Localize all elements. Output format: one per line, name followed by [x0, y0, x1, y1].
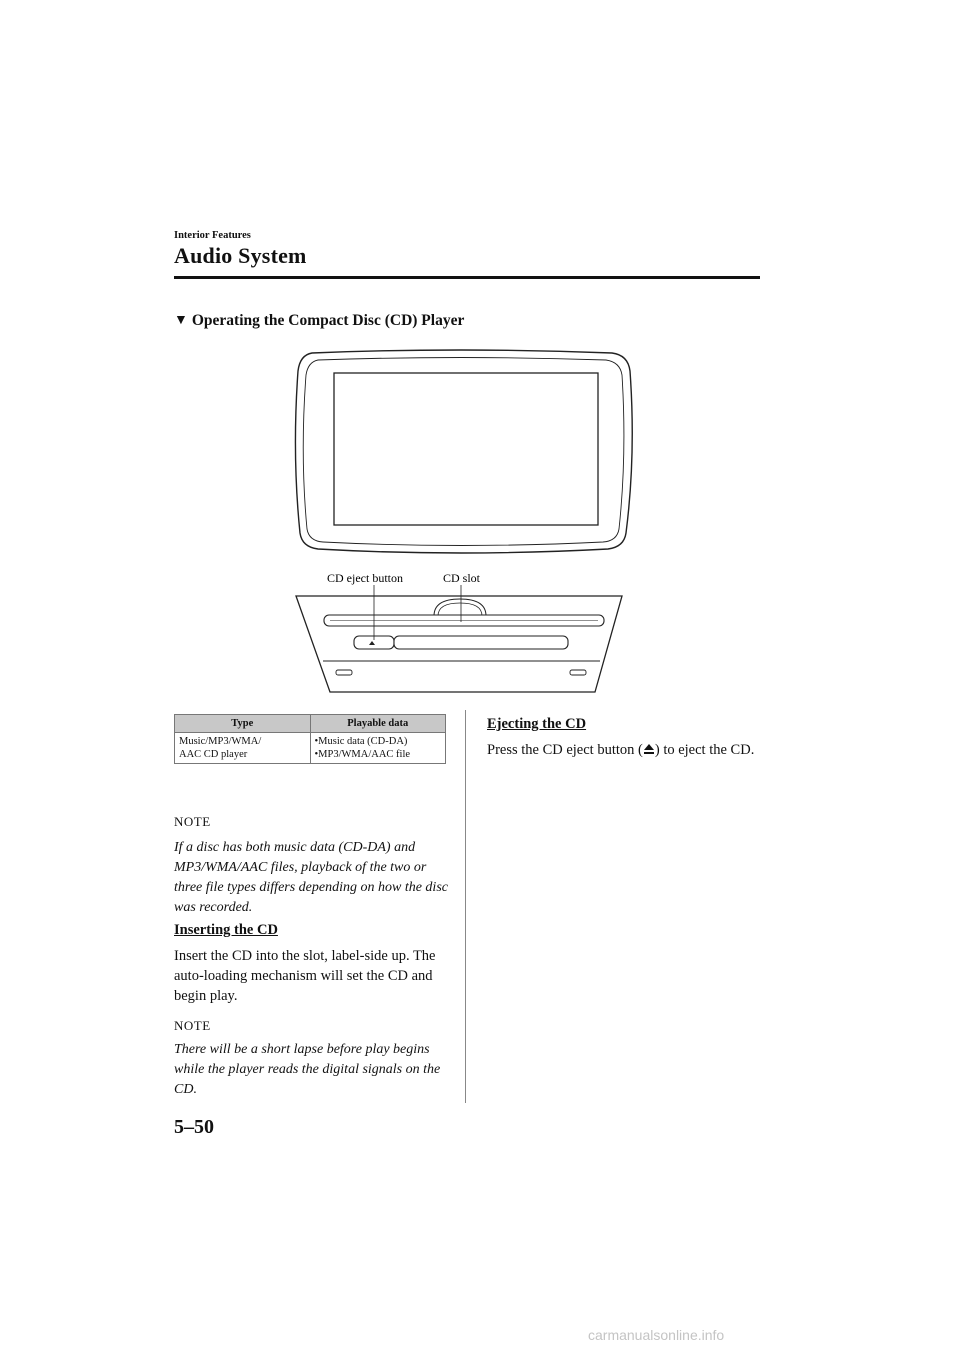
display-unit: [295, 350, 632, 553]
inserting-heading: Inserting the CD: [174, 922, 278, 938]
note-text: If a disc has both music data (CD-DA) and MP3/WMA/AAC files, playback of the two or three file types differs depending on how the disc was recorded.: [174, 840, 448, 915]
title-rule: [174, 276, 760, 279]
inserting-text: Insert the CD into the slot, label-side up. The auto-loading mechanism will set the CD and begin play.: [174, 948, 436, 1004]
subsection-heading: [174, 312, 464, 330]
note-heading: NOTE: [174, 814, 211, 829]
ejecting-heading: Ejecting the CD: [487, 716, 587, 732]
column-divider: [465, 710, 466, 1103]
note-text: There will be a short lapse before play begins while the player reads the digital signals on the CD.: [174, 1042, 441, 1097]
table-header-playable-data: Playable data: [310, 715, 446, 733]
playable-data-table: [174, 714, 446, 764]
subsection-title: Operating the Compact Disc (CD) Player: [191, 312, 465, 329]
label-cd-slot: CD slot: [443, 571, 481, 585]
watermark: carmanualsonline.info: [588, 1327, 725, 1343]
chapter-title: Audio System: [174, 243, 307, 268]
cd-player-figure: [290, 345, 640, 700]
eject-icon: [643, 742, 655, 755]
table-row: [175, 733, 446, 764]
section-label: Interior Features: [174, 230, 251, 241]
table-cell-data-line: •Music data (CD-DA): [314, 736, 408, 747]
label-cd-eject-button: CD eject button: [327, 571, 403, 585]
cd-faceplate: [296, 596, 622, 692]
note-heading: NOTE: [174, 1018, 211, 1033]
triangle-down-icon: ▼: [174, 313, 188, 328]
table-cell-data-line: •MP3/WMA/AAC file: [314, 749, 411, 760]
table-cell-type-line: AAC CD player: [179, 749, 248, 760]
ejecting-text: Press the CD eject button ( ) to eject the CD.: [487, 742, 755, 758]
display-screen: [334, 373, 598, 525]
table-header-type: Type: [175, 715, 311, 733]
page-number: 5–50: [174, 1116, 214, 1138]
table-cell-type-line: Music/MP3/WMA/: [179, 736, 262, 747]
